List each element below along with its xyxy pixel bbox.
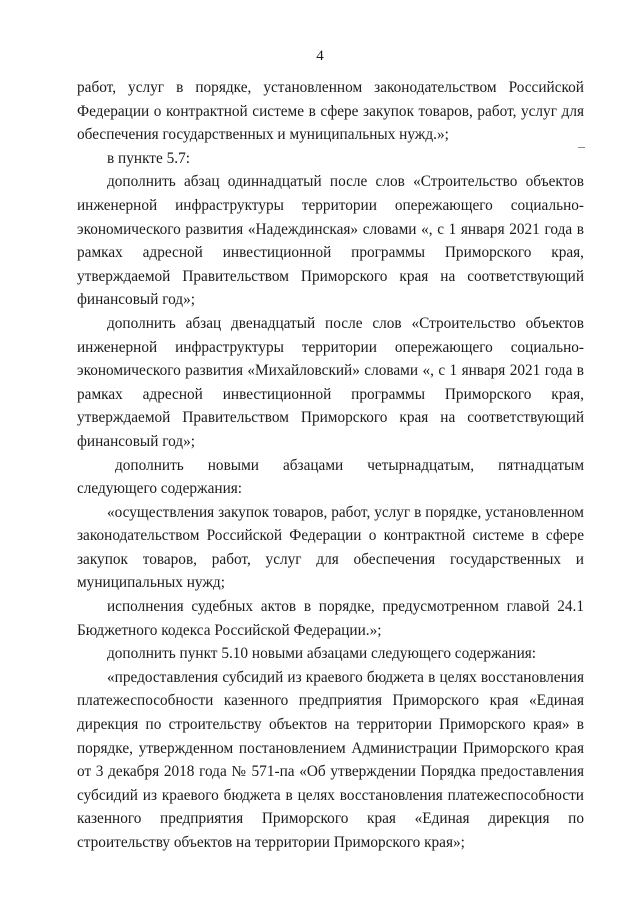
paragraph-1: работ, услуг в порядке, установленном законодательством Российской Федерации о контрактной системе в сфере закупок товаров, работ, услуг для обеспечения государственных и муниципальных нужд.»;: [77, 79, 584, 144]
paragraph-7: исполнения судебных актов в порядке, предусмотренном главой 24.1 Бюджетного кодекса Российской Федерации.»;: [77, 598, 584, 639]
paragraph-3: дополнить абзац одиннадцатый после слов «Строительство объектов инженерной инфраструктуры территории опережающего социально-экономического развития «Надеждинская» словами «, с 1 января 2021 года в рамках адресной инвестиционной программы Приморского края, утверждаемой Правительством Приморского края на соответствующий финансовый год»;: [77, 173, 584, 309]
page-number: 4: [316, 48, 324, 64]
paragraph-9: «предоставления субсидий из краевого бюджета в целях восстановления платежеспособности казенного предприятия Приморского края «Единая дирекция по строительству объектов на территории Приморского края» в порядке, утвержденном постановлением Администрации Приморского края от 3 декабря 2018 года № 571-па «Об утверждении Порядка предоставления субсидий из краевого бюджета в целях восстановления платежеспособности казенного предприятия Приморского края «Единая дирекция по строительству объектов на территории Приморского края»;: [77, 668, 584, 851]
paragraph-5: дополнить новыми абзацами четырнадцатым, пятнадцатым следующего содержания:: [77, 456, 584, 498]
paragraph-4: дополнить абзац двенадцатый после слов «Строительство объектов инженерной инфраструктуры территории опережающего социально-экономического развития «Михайловский» словами «, с 1 января 2021 года в рамках адресной инвестиционной программы Приморского края, утверждаемой Правительством Приморского края на соответствующий финансовый год»;: [77, 314, 584, 450]
paragraph-2: в пункте 5.7:: [107, 149, 190, 167]
document-body: [77, 76, 584, 855]
paragraph-6: «осуществления закупок товаров, работ, услуг в порядке, установленном законодательством Российской Федерации о контрактной системе в сфере закупок товаров, работ, услуг для обеспечения государственных и муниципальных нужд;: [77, 503, 584, 592]
paragraph-8: дополнить пункт 5.10 новыми абзацами следующего содержания:: [107, 645, 537, 663]
